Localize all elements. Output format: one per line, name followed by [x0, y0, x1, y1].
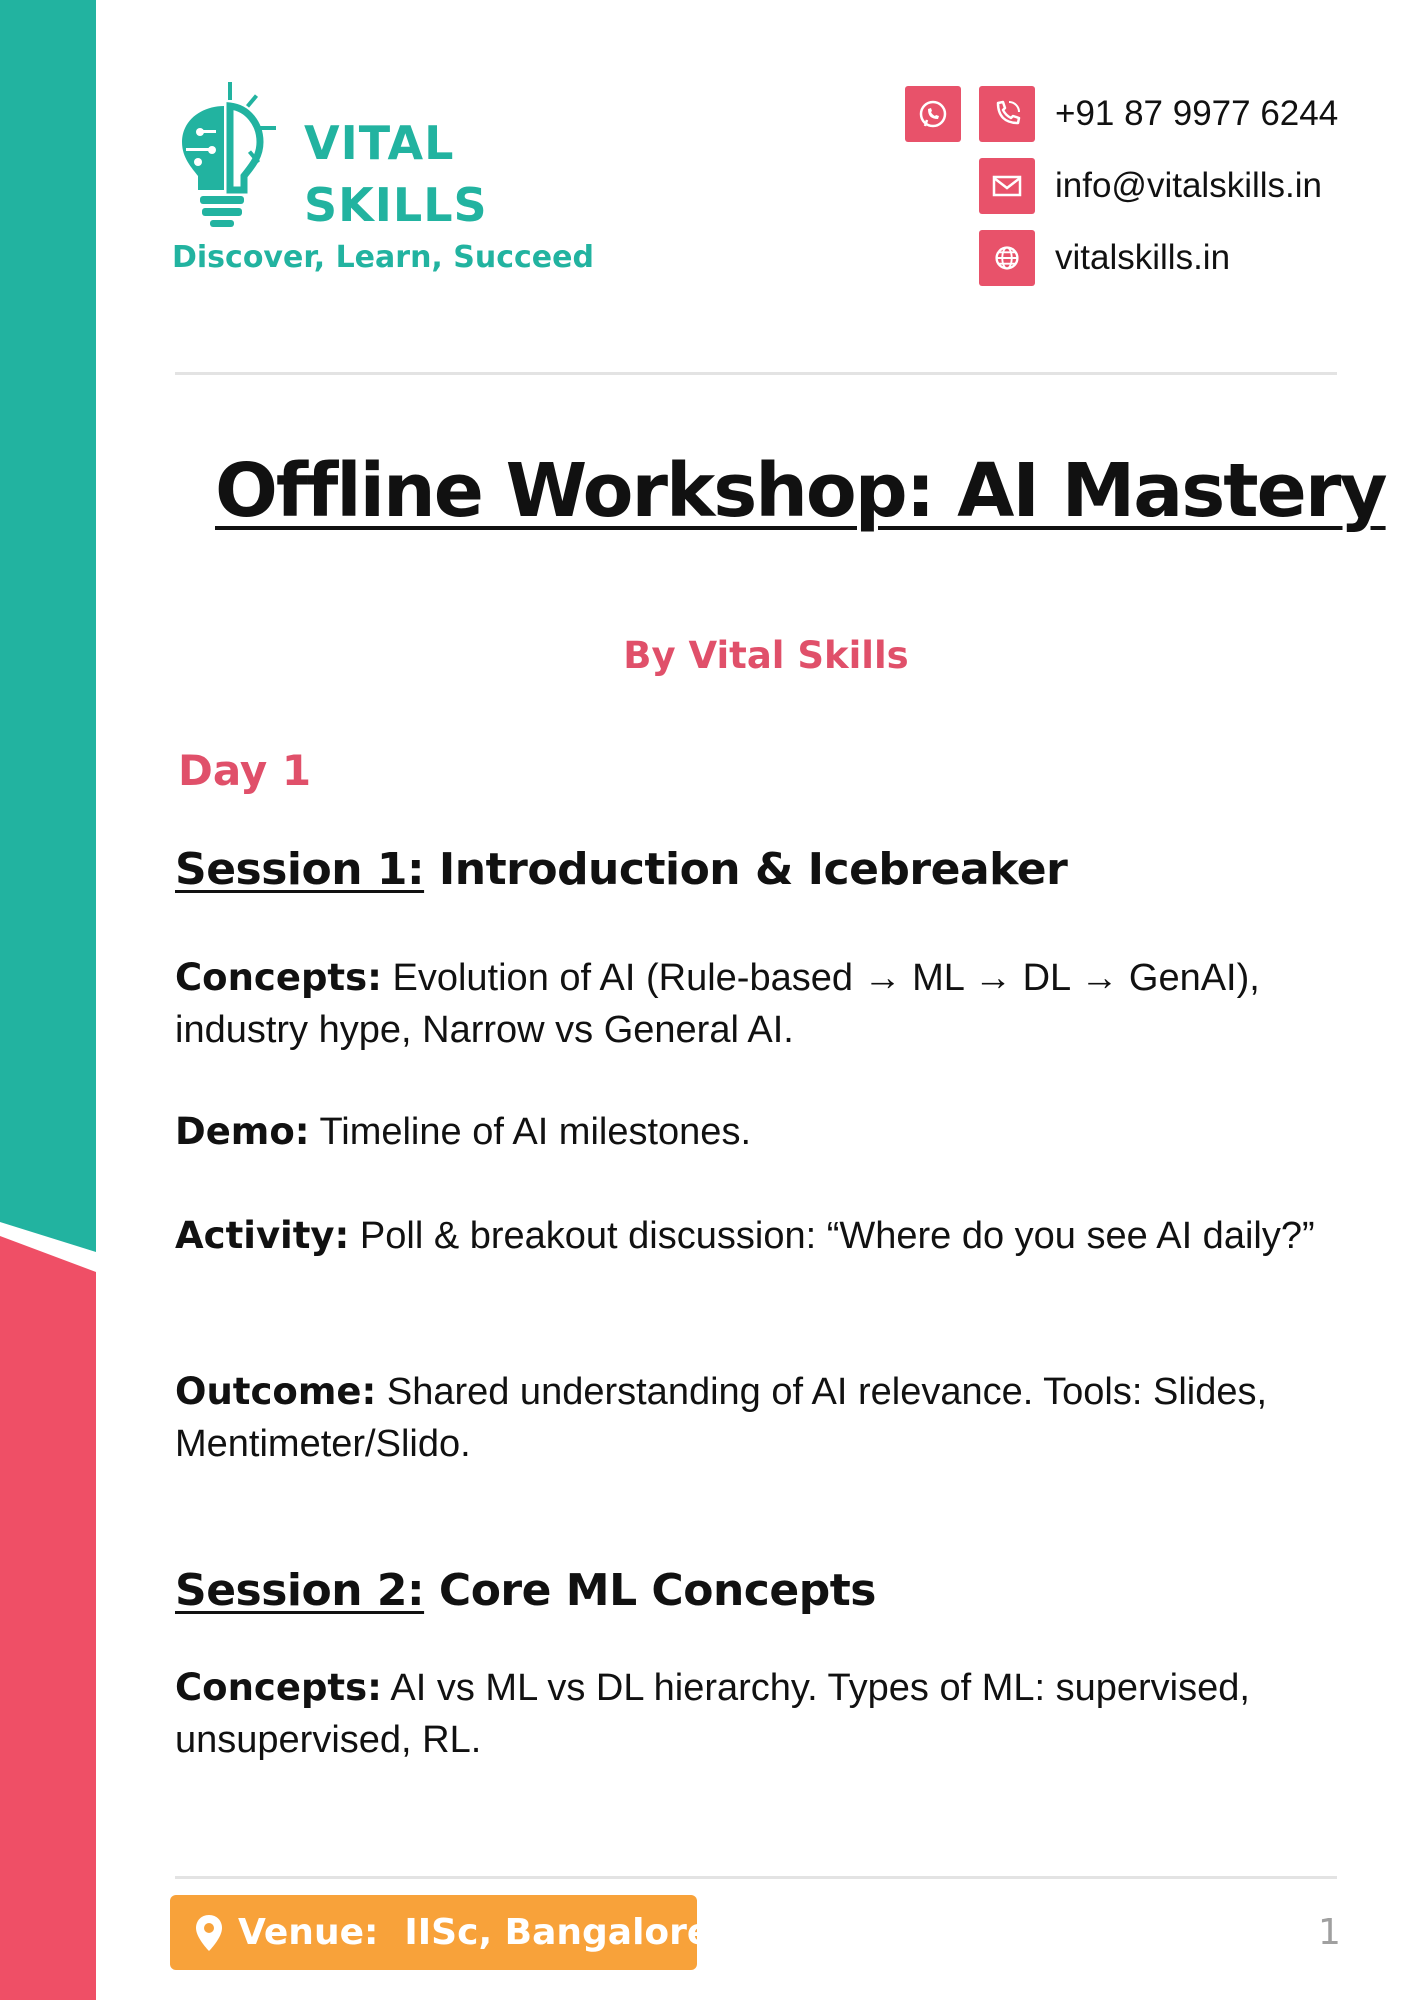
email-address[interactable]: info@vitalskills.in	[1055, 166, 1322, 205]
phone-number[interactable]: +91 87 9977 6244	[1055, 94, 1339, 133]
item-label: Concepts:	[175, 956, 382, 999]
contact-phone-row	[905, 86, 1338, 142]
item-text: Timeline of AI milestones.	[319, 1111, 751, 1153]
item-text: Shared understanding of AI relevance. Tools: Slides, Mentimeter/Slido.	[175, 1371, 1268, 1465]
item-text: Evolution of AI (Rule-based → ML → DL → GenAI), industry hype, Narrow vs General AI.	[175, 957, 1260, 1051]
session-1-activity	[175, 1210, 1345, 1262]
venue-value: IISc, Bangalore	[404, 1912, 712, 1953]
document-title: Offline Workshop: AI Mastery	[215, 448, 1386, 534]
venue-label: Venue:	[238, 1912, 379, 1953]
session-1-concepts	[175, 952, 1345, 1056]
session-1-demo	[175, 1106, 1345, 1158]
mail-icon[interactable]	[979, 158, 1035, 214]
brand-tagline: Discover, Learn, Succeed	[172, 240, 594, 275]
footer-divider	[175, 1876, 1337, 1879]
session-1-heading	[175, 844, 1067, 895]
session-number: Session 1:	[175, 844, 425, 895]
session-name: Core ML Concepts	[438, 1565, 876, 1616]
item-label: Concepts:	[175, 1666, 382, 1709]
session-2-concepts	[175, 1662, 1345, 1766]
lightbulb-brain-icon	[172, 80, 292, 230]
document-byline: By Vital Skills	[623, 634, 909, 677]
brand-logo	[172, 80, 592, 300]
item-label: Activity:	[175, 1214, 350, 1257]
day-heading: Day 1	[178, 746, 312, 795]
website-link[interactable]: vitalskills.in	[1055, 238, 1231, 277]
item-label: Demo:	[175, 1110, 310, 1153]
globe-icon[interactable]	[979, 230, 1035, 286]
location-pin-icon	[194, 1913, 224, 1953]
item-text: AI vs ML vs DL hierarchy. Types of ML: supervised, unsupervised, RL.	[175, 1667, 1250, 1761]
whatsapp-icon[interactable]	[905, 86, 961, 142]
phone-icon[interactable]	[979, 86, 1035, 142]
session-name: Introduction & Icebreaker	[438, 844, 1068, 895]
page-number: 1	[1318, 1912, 1341, 1953]
item-label: Outcome:	[175, 1370, 377, 1413]
session-2-heading	[175, 1565, 876, 1616]
session-number: Session 2:	[175, 1565, 425, 1616]
header-divider	[175, 372, 1337, 375]
brand-name: VITAL SKILLS	[304, 116, 488, 232]
contact-website-row	[979, 230, 1230, 286]
contact-email-row	[979, 158, 1322, 214]
side-color-stripes	[0, 0, 100, 2000]
venue-badge	[170, 1895, 712, 1970]
session-1-outcome	[175, 1366, 1345, 1470]
item-text: Poll & breakout discussion: “Where do you see AI daily?”	[359, 1215, 1315, 1257]
